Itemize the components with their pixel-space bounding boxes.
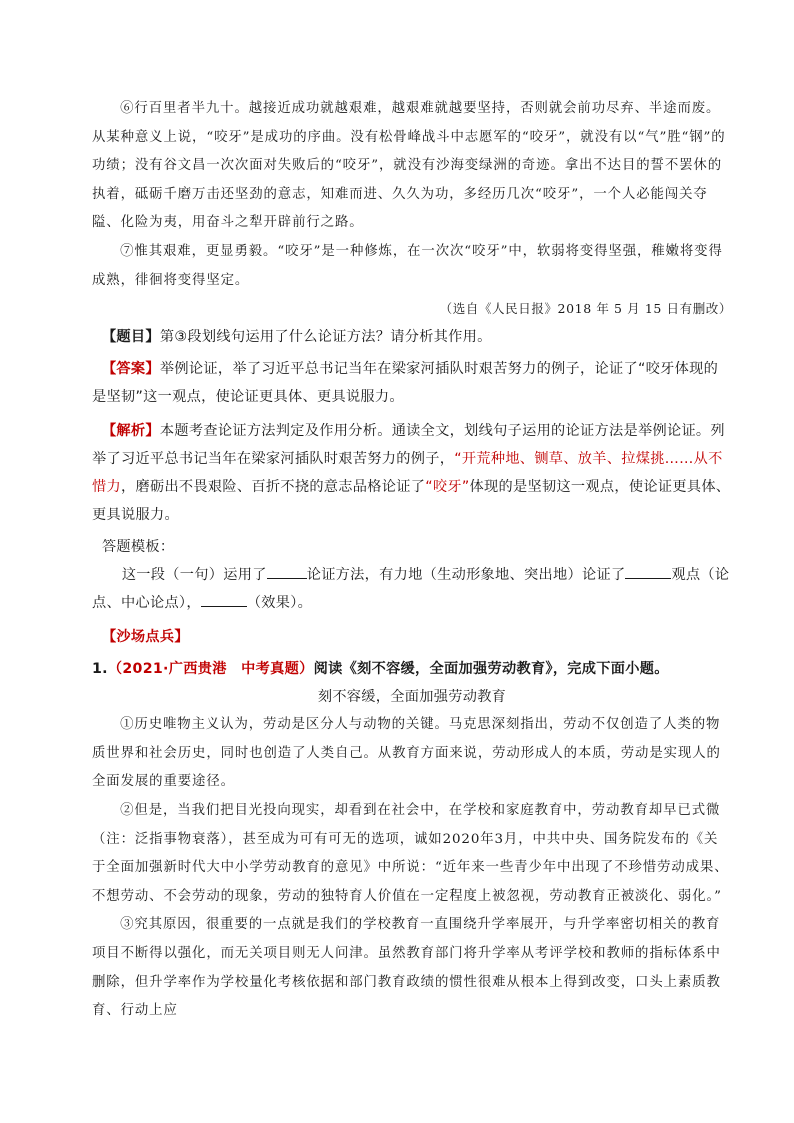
passage-paragraph-7: ⑦惟其艰难，更显勇毅。“咬牙”是一种修炼，在一次次“咬牙”中，软弱将变得坚强，稚嫩将变得成熟，徘徊将变得坚定。 — [92, 243, 723, 288]
template-part-2: 论证方法，有力地（生动形象地、突出地）论证了 — [306, 567, 626, 584]
analysis-quote-2: “咬牙” — [425, 479, 470, 496]
practice-item — [92, 655, 732, 683]
article-paragraph-1: ①历史唯物主义认为，劳动是区分人与动物的关键。马克思深刻指出，劳动不仅创造了人类的物质世界和社会历史，同时也创造了人类自己。从教育方面来说，劳动形成人的本质，劳动是实现人的全面发展的重要途径。 — [92, 717, 721, 790]
question-tag: 【题目】 — [101, 329, 160, 346]
template-part-1: 这一段（一句）运用了 — [121, 567, 267, 584]
question-block — [92, 323, 732, 351]
template-body — [92, 561, 732, 617]
template-part-4: （效果）。 — [246, 595, 313, 612]
analysis-text-1: 本题考查论证方法判定及作用分析。通读全文，划线句子运用的论证方法是举例论证。列举了习近平总书记当年在梁家河插队时艰苦努力的例子， — [92, 423, 725, 468]
article-title: 刻不容缓，全面加强劳动教育 — [317, 689, 507, 706]
passage-source: （选自《人民日报》2018 年 5 月 15 日有删改） — [439, 301, 732, 317]
answer-tag: 【答案】 — [101, 361, 160, 378]
document-page — [92, 95, 732, 1026]
analysis-text-2: ，磨砺出不畏艰险、百折不挠的意志品格论证了 — [120, 479, 426, 496]
analysis-quote: “开荒种地、铡草、放羊、拉煤挑……从不惜力 — [92, 451, 723, 496]
answer-block — [92, 355, 732, 411]
article-paragraph-2: ②但是，当我们把目光投向现实，却看到在社会中，在学校和家庭教育中，劳动教育却早已式微（注：泛指事物衰落），甚至成为可有可无的选项，诚如2020年3月，中共中央、国务院发布的《关于全面加强新时代大中小学劳动教育的意见》中所说：“近年来一些青少年中出现了不珍惜劳动成果、不想劳动、不会劳动的现象，劳动的独特育人价值在一定程度上被忽视，劳动教育正被淡化、弱化。” — [92, 802, 729, 904]
analysis-text-3: 体现的是坚韧这一观点，使论证更具体、更具说服力。 — [92, 479, 731, 524]
practice-heading: 【沙场点兵】 — [101, 629, 189, 646]
question-text: 第③段划线句运用了什么论证方法？请分析其作用。 — [159, 329, 492, 346]
article-paragraph-3: ③究其原因，很重要的一点就是我们的学校教育一直围绕升学率展开，与升学率密切相关的教育项目不断得以强化，而无关项目则无人问津。虽然教育部门将升学率从考评学校和教师的指标体系中删除，但升学率作为学校量化考核依据和部门教育政绩的惯性很难从根本上得到改变，口头上素质教育、行动上应 — [92, 917, 721, 1019]
analysis-tag: 【解析】 — [101, 423, 160, 440]
practice-item-source: （2021·广西贵港 中考真题） — [107, 661, 314, 678]
template-blank-3 — [201, 591, 247, 607]
template-blank-1 — [267, 563, 307, 579]
passage-paragraph-6: ⑥行百里者半九十。越接近成功就越艰难，越艰难就越要坚持，否则就会前功尽弃、半途而废。从某种意义上说，“咬牙”是成功的序曲。没有松骨峰战斗中志愿军的“咬牙”，就没有以“气”胜“钢”的功绩；没有谷文昌一次次面对失败后的“咬牙”，就没有沙海变绿洲的奇迹。拿出不达目的誓不罢休的执着，砥砺千磨万击还坚劲的意志，知难而进、久久为功，多经历几次“咬牙”，一个人必能闯关夺隘、化险为夷，用奋斗之犁开辟前行之路。 — [92, 101, 726, 231]
template-part-3: 观点（论点、中心论点）， — [92, 567, 730, 612]
practice-item-number: 1. — [92, 661, 108, 678]
analysis-block — [92, 417, 732, 529]
template-blank-2 — [625, 563, 671, 579]
practice-item-text: 阅读《刻不容缓，全面加强劳动教育》，完成下面小题。 — [313, 661, 669, 678]
answer-text: 举例论证，举了习近平总书记当年在梁家河插队时艰苦努力的例子，论证了“咬牙体现的是坚韧”这一观点，使论证更具体、更具说服力。 — [92, 361, 719, 406]
template-heading: 答题模板： — [101, 539, 175, 556]
